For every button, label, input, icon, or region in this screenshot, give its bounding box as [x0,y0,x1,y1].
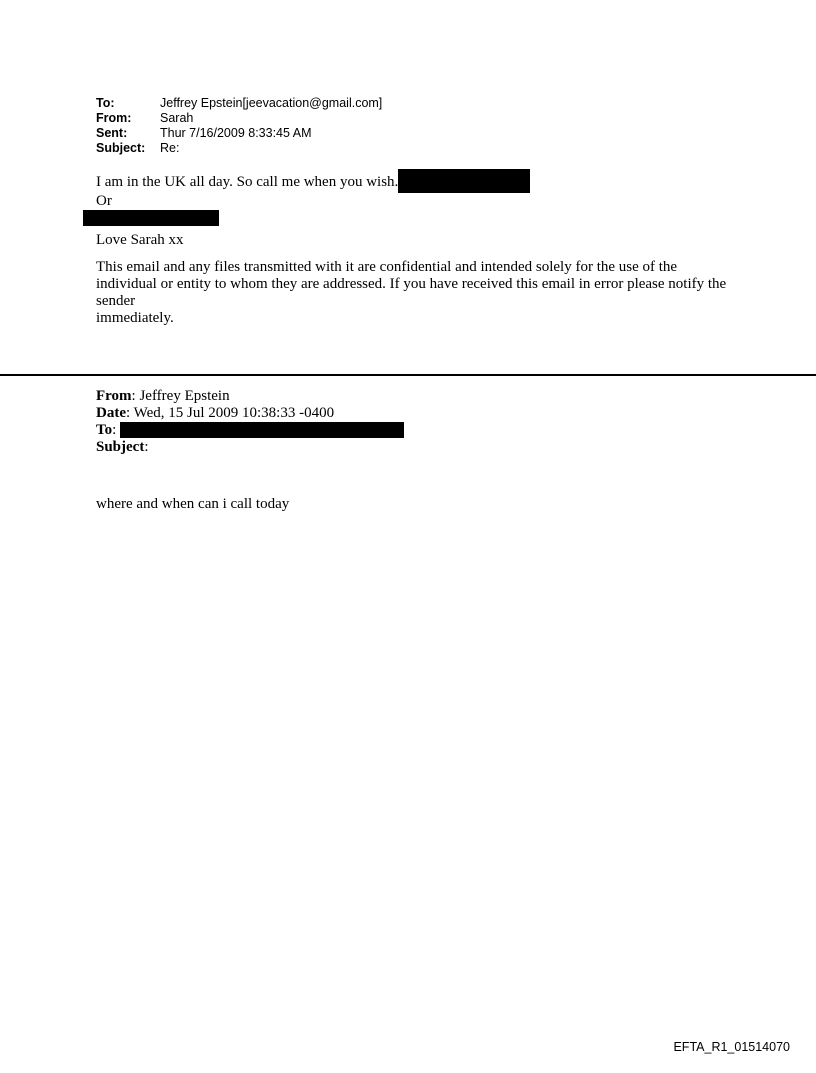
orig-to-label: To [96,422,113,438]
disclaimer-main: This email and any files transmitted with it are confidential and intended solely for the use of the individual or entity to whom they are addressed. If you have received this email in error please notify the sender [96,259,727,309]
orig-date-label: Date [96,405,126,421]
redaction-box [120,422,404,438]
subject-row [96,141,382,156]
original-email-body: where and when can i call today [96,496,290,512]
orig-subject-label: Subject [96,439,145,455]
orig-subject-value: : [144,439,149,455]
to-value: Jeffrey Epstein[jeevacation@gmail.com] [160,96,383,110]
sent-row [96,126,382,141]
document-id: EFTA_R1_01514070 [673,1040,790,1054]
sent-label: Sent: [96,126,128,140]
sent-value: Thur 7/16/2009 8:33:45 AM [160,126,312,140]
orig-from-label: From [96,388,132,404]
from-label: From: [96,111,132,125]
redaction-box [398,169,530,193]
reply-email-body [96,174,736,327]
original-email-header [96,388,404,456]
subject-label: Subject: [96,141,146,155]
disclaimer-end: immediately. [96,310,174,326]
redaction-box [83,210,219,226]
signoff: Love Sarah xx [96,232,184,248]
orig-to-value: : [112,422,121,438]
reply-line-2: Or [96,193,112,209]
orig-from-value: : Jeffrey Epstein [131,388,230,404]
reply-line-1-text: I am in the UK all day. So call me when you wish. [96,174,399,190]
orig-date-row [96,405,404,422]
subject-value: Re: [160,141,180,155]
orig-date-value: : Wed, 15 Jul 2009 10:38:33 -0400 [126,405,335,421]
to-row [96,96,382,111]
from-value: Sarah [160,111,194,125]
reply-line-1 [96,174,736,193]
message-divider [0,374,816,376]
to-label: To: [96,96,115,110]
orig-to-row [96,422,404,439]
from-row [96,111,382,126]
orig-from-row [96,388,404,405]
orig-subject-row [96,439,404,456]
disclaimer [96,259,736,327]
reply-email-header [96,96,382,156]
